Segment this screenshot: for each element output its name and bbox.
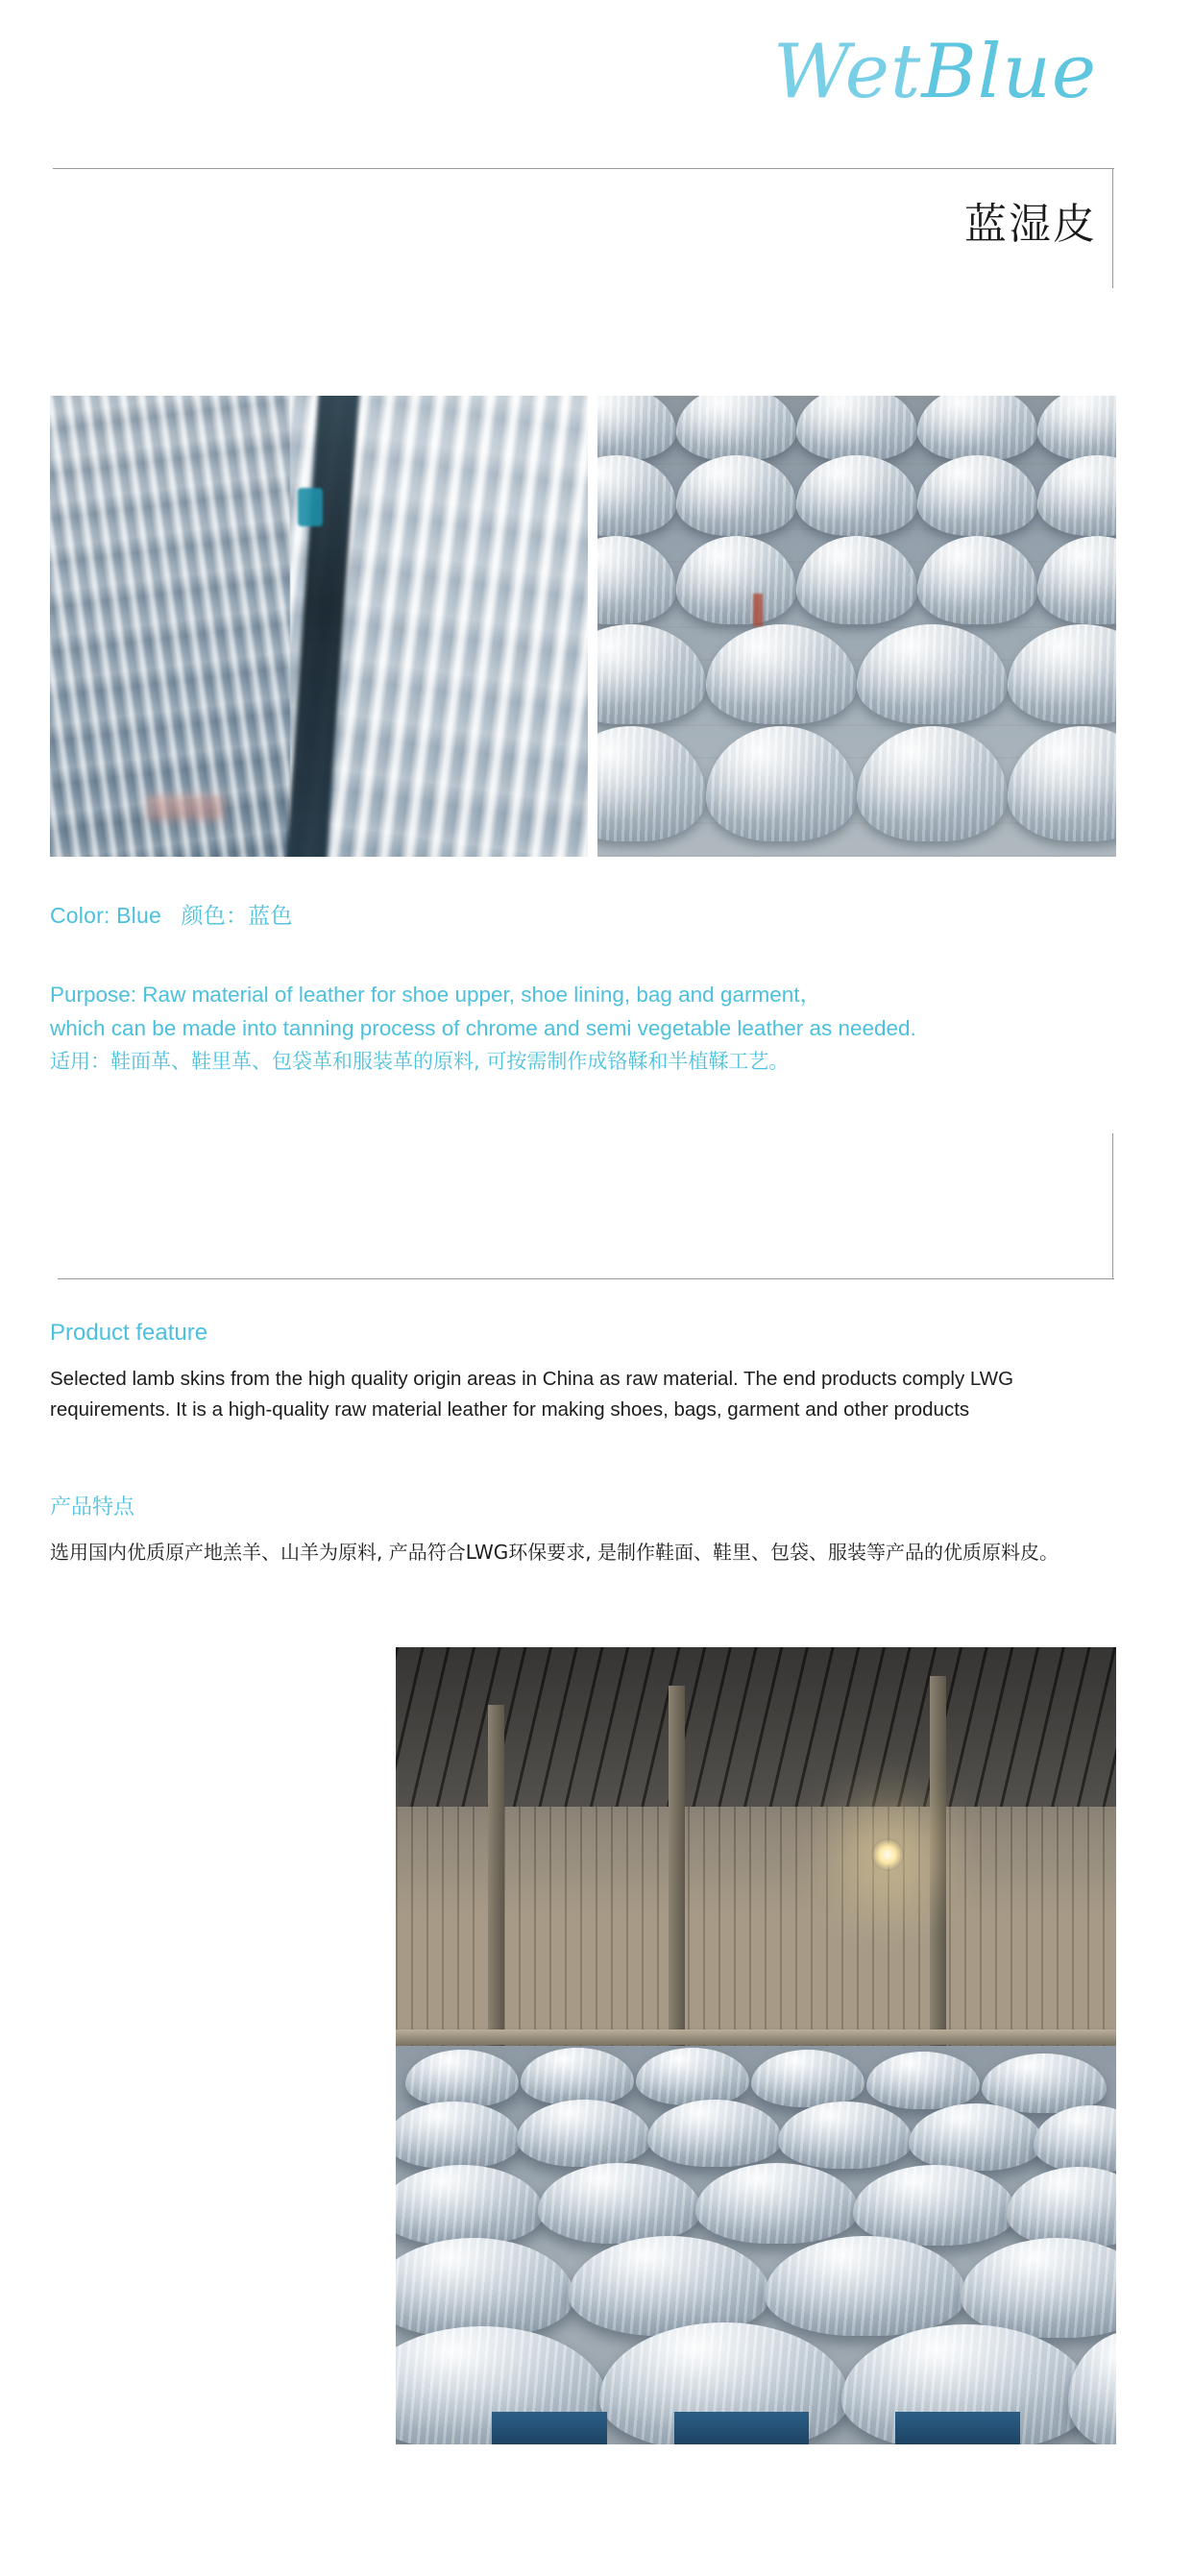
leather-bundle (1068, 2330, 1116, 2444)
purpose-block (50, 978, 1116, 1079)
purpose-line-2: which can be made into tanning process of chrome and semi vegetable leather as needed. (50, 1016, 916, 1040)
bundles-rust-mark (753, 594, 763, 626)
leather-bundle (706, 624, 857, 724)
product-feature-body-cn: 选用国内优质原产地羔羊、山羊为原料, 产品符合LWG环保要求, 是制作鞋面、鞋里、包袋、服装等产品的优质原料皮。 (50, 1541, 1059, 1564)
leather-bundle (1008, 726, 1116, 841)
warehouse-pallet-1 (492, 2412, 607, 2444)
brand-title (773, 29, 1097, 115)
color-spec-en: Color: Blue (50, 903, 161, 928)
leather-bundle (961, 2238, 1116, 2338)
leather-bundle (396, 2102, 521, 2169)
leather-bundle (796, 455, 916, 536)
leather-bundle (1008, 624, 1116, 724)
photo-wet-blue-hides (50, 396, 588, 857)
brand-title-chinese: 蓝湿皮 (964, 200, 1097, 249)
leather-bundle (597, 726, 706, 841)
leather-bundle (857, 726, 1008, 841)
leather-bundle (597, 455, 676, 536)
mid-vertical-rule (1112, 1133, 1113, 1279)
hides-teal-marker (298, 488, 323, 526)
leather-bundle (982, 2054, 1107, 2113)
leather-bundle (521, 2048, 634, 2105)
color-spec (50, 898, 293, 930)
leather-bundle (538, 2163, 701, 2244)
leather-bundle (917, 536, 1037, 624)
leather-bundle (676, 455, 796, 536)
leather-bundle (765, 2236, 966, 2336)
product-feature-body: Selected lamb skins from the high quality origin areas in China as raw material. The end products comply LWG requirements. It is a high-quality raw material leather for making shoes, bags, garment and other products (50, 1368, 1014, 1421)
warehouse-pallet-2 (674, 2412, 809, 2444)
leather-bundle (1037, 455, 1116, 536)
brand-title-wet: Wet (773, 29, 922, 115)
leather-bundle (396, 2238, 574, 2338)
leather-bundle (778, 2102, 913, 2169)
leather-bundle (597, 396, 676, 461)
warehouse-pallet-3 (895, 2412, 1020, 2444)
leather-bundle (517, 2100, 651, 2167)
leather-bundle (917, 455, 1037, 536)
bundles-field (597, 396, 1116, 857)
product-feature-title-cn: 产品特点 (50, 1495, 135, 1519)
leather-bundle (695, 2163, 859, 2244)
header-vertical-rule (1112, 168, 1113, 288)
photo-warehouse (396, 1647, 1116, 2444)
warehouse-column-mid (669, 1686, 685, 2108)
leather-bundle (706, 726, 857, 841)
product-feature-title: Product feature (50, 1320, 208, 1346)
warehouse-bundles (396, 2046, 1116, 2444)
leather-bundle (396, 2165, 544, 2246)
hides-pink-stain (147, 795, 224, 820)
leather-bundle (1037, 396, 1116, 461)
leather-bundle (636, 2048, 749, 2105)
purpose-line-1: Purpose: Raw material of leather for shoe upper, shoe lining, bag and garment， (50, 983, 821, 1007)
photo-wet-blue-bundles (597, 396, 1116, 857)
leather-bundle (676, 396, 796, 461)
mid-divider (58, 1278, 1114, 1279)
leather-bundle (853, 2165, 1016, 2246)
leather-bundle (1034, 2105, 1116, 2173)
leather-bundle (857, 624, 1008, 724)
leather-bundle (796, 536, 916, 624)
warehouse-lamp (871, 1838, 904, 1871)
header-divider (53, 168, 1114, 169)
color-spec-cn: 颜色：蓝色 (181, 904, 293, 929)
leather-bundle (569, 2236, 770, 2336)
leather-bundle (909, 2103, 1043, 2171)
leather-bundle (597, 624, 706, 724)
purpose-line-cn: 适用：鞋面革、鞋里革、包袋革和服装革的原料, 可按需制作成铬鞣和半植鞣工艺。 (50, 1050, 790, 1073)
leather-bundle (405, 2050, 519, 2107)
leather-bundle (1037, 536, 1116, 624)
leather-bundle (1007, 2167, 1116, 2248)
leather-bundle (917, 396, 1037, 461)
leather-bundle (676, 536, 796, 624)
warehouse-beam (396, 2029, 1116, 2045)
leather-bundle (796, 396, 916, 461)
leather-bundle (751, 2050, 864, 2107)
leather-bundle (597, 536, 676, 624)
leather-bundle (647, 2100, 782, 2167)
leather-bundle (866, 2052, 980, 2109)
page-header (0, 0, 1193, 288)
brand-title-blue: Blue (921, 29, 1097, 115)
